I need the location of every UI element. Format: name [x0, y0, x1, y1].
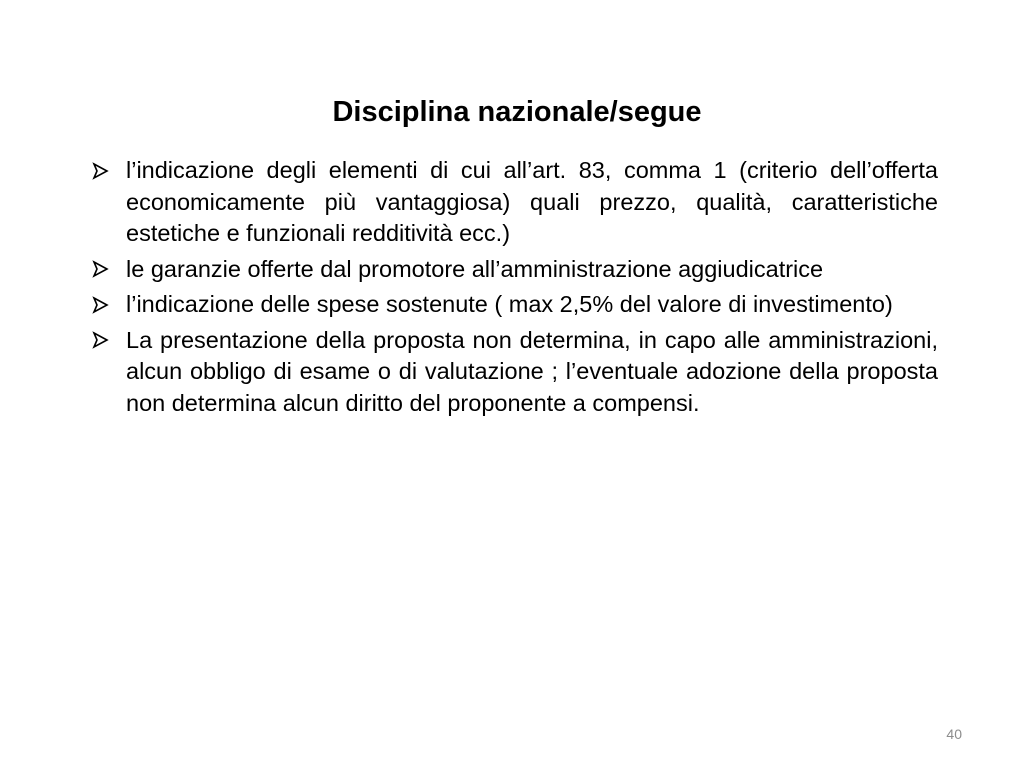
bullet-item-2 — [88, 254, 938, 286]
arrowhead-bullet-icon — [88, 254, 112, 286]
page-number: 40 — [946, 726, 962, 742]
bullet-text: l’indicazione delle spese sostenute ( max 2,5% del valore di investimento) — [126, 291, 893, 317]
slide-title: Disciplina nazionale/segue — [332, 96, 702, 128]
bullet-text: l’indicazione degli elementi di cui all’art. 83, comma 1 (criterio dell’offerta economicamente più vantaggiosa) quali prezzo, qualità, caratteristiche estetiche e funzionali redditività ecc.) — [126, 157, 938, 246]
bullet-item-4 — [88, 325, 938, 420]
bullet-item-3 — [88, 289, 938, 321]
bullet-item-1 — [88, 155, 938, 250]
arrowhead-bullet-icon — [88, 325, 112, 357]
bullet-text: La presentazione della proposta non determina, in capo alle amministrazioni, alcun obbligo di esame o di valutazione ; l’eventuale adozione della proposta non determina alcun diritto del proponente a compensi. — [126, 326, 938, 416]
bullet-text: le garanzie offerte dal promotore all’amministrazione aggiudicatrice — [126, 255, 824, 282]
arrowhead-bullet-icon — [88, 289, 112, 321]
arrowhead-bullet-icon — [88, 155, 112, 187]
bullet-list — [88, 155, 938, 423]
